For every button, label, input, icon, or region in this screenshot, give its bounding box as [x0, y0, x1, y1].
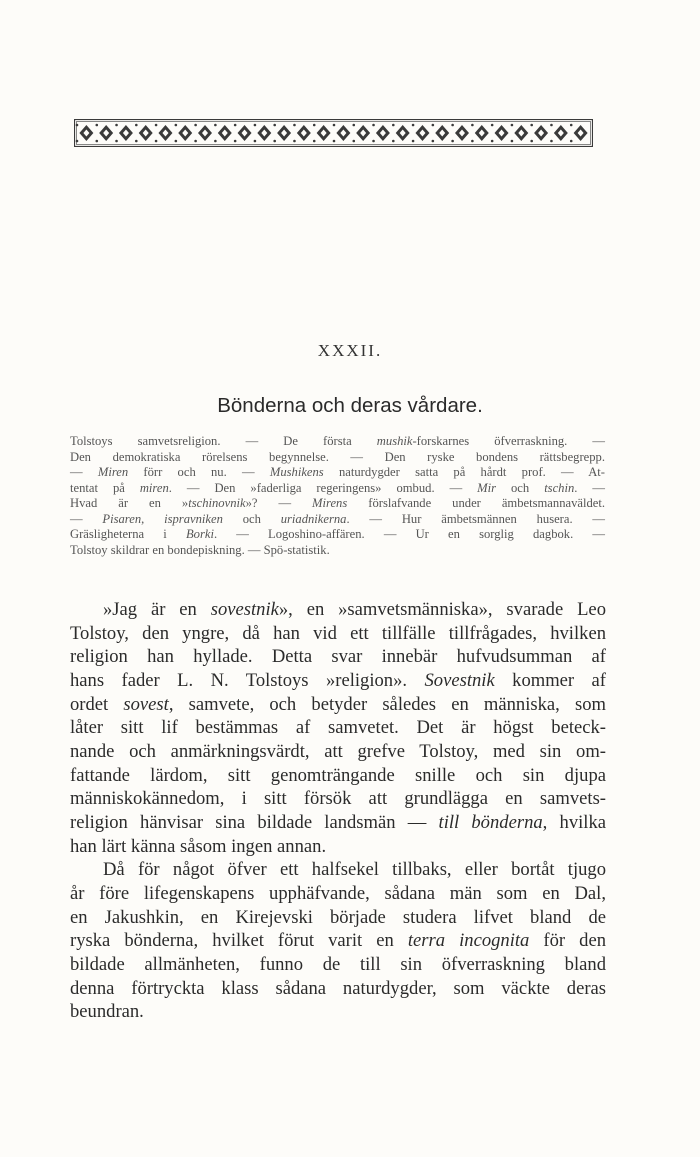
ornament-dot	[530, 124, 533, 127]
ornament-dot	[155, 140, 158, 143]
summary-line: Hvad är en »tschinovnik»? — Mirens förslafvande under ämbetsmannaväldet.	[70, 496, 606, 510]
ornament-motif	[495, 125, 509, 141]
summary-line: Gräsligheterna i Borki. — Logoshino-affären. — Ur en sorglig dagbok. —	[70, 527, 605, 541]
ornament-motif	[396, 125, 410, 141]
ornament-dot	[214, 124, 217, 127]
ornament-dot	[412, 140, 415, 143]
ornament-dot	[471, 140, 474, 143]
body-line: denna förtryckta klass sådana naturdygder, som väckte deras	[70, 977, 606, 999]
ornament-dot	[491, 140, 494, 143]
body-line: låter sitt lif bestämmas af samvetet. Det är högst beteck-	[70, 717, 606, 739]
ornament-dot	[115, 124, 118, 127]
ornament-motif	[297, 125, 311, 141]
ornament-dot	[155, 124, 158, 127]
ornament-dot	[135, 124, 138, 127]
ornament-dot	[352, 124, 355, 127]
ornament-motif	[554, 125, 568, 141]
ornament-dot	[451, 124, 454, 127]
ornament-dot	[550, 124, 553, 127]
ornament-dot	[273, 124, 276, 127]
body-line: nande och anmärkningsvärdt, att grefve Tolstoy, med sin om-	[70, 740, 606, 762]
body-line: bildade allmänheten, funno de till sin öfverraskning bland	[70, 953, 606, 975]
ornament-dot	[194, 124, 197, 127]
ornament-dot	[234, 140, 237, 143]
body-line: han lärt känna såsom ingen annan.	[70, 835, 327, 857]
ornament-dot	[392, 124, 395, 127]
ornament-dot	[313, 124, 316, 127]
ornament-dot	[76, 124, 79, 127]
ornament-dot	[491, 124, 494, 127]
summary-line: — Miren förr och nu. — Mushikens naturdygder satta på hårdt prof. — At-	[70, 465, 606, 479]
ornament-dot	[273, 140, 276, 143]
ornament-dot	[471, 124, 474, 127]
ornament-dot	[372, 140, 375, 143]
ornament-motif	[475, 125, 489, 141]
ornament-dot	[451, 140, 454, 143]
ornament-dot	[333, 140, 336, 143]
body-line: en Jakushkin, en Kirejevski började studera lifvet bland de	[70, 906, 606, 928]
summary-line: Tolstoy skildrar en bondepiskning. — Spö-statistik.	[70, 542, 330, 557]
ornament-dot	[511, 140, 514, 143]
ornament-motif	[119, 125, 133, 141]
ornament-dot	[570, 140, 573, 143]
ornament-motif	[514, 125, 528, 141]
ornament-dot	[432, 124, 435, 127]
ornament-dot	[333, 124, 336, 127]
ornament-motif	[198, 125, 212, 141]
ornament-dot	[313, 140, 316, 143]
ornament-motif	[455, 125, 469, 141]
decorative-header-border	[74, 119, 593, 147]
ornament-dot	[175, 140, 178, 143]
ornament-dot	[293, 140, 296, 143]
ornament-motif	[277, 125, 291, 141]
summary-line: Den demokratiska rörelsens begynnelse. — Den ryske bondens rättsbegrepp.	[70, 449, 605, 464]
ornament-dot	[372, 124, 375, 127]
body-line: Då för något öfver ett halfsekel tillbaks, eller bortåt tjugo	[103, 859, 606, 881]
ornament-motif	[238, 125, 252, 141]
ornament-motif	[178, 125, 192, 141]
ornament-motif	[158, 125, 172, 141]
body-line: år före lifegenskapens upphäfvande, sådana män som en Dal,	[70, 882, 606, 904]
ornament-motif	[257, 125, 271, 141]
body-line: religion han hyllade. Detta svar innebär hufvudsumman af	[70, 646, 606, 668]
ornament-dot	[392, 140, 395, 143]
body-line: beundran.	[70, 1001, 144, 1023]
ornament-dot	[135, 140, 138, 143]
ornament-dot	[432, 140, 435, 143]
ornament-motif	[218, 125, 232, 141]
ornament-dot	[570, 124, 573, 127]
ornament-dot	[530, 140, 533, 143]
body-text	[70, 598, 606, 1024]
ornament-motif	[139, 125, 153, 141]
summary-line: — Pisaren, ispravniken och uriadnikerna. — Hur ämbetsmännen husera. —	[70, 511, 606, 526]
summary-line: tentat på miren. — Den »faderliga regeringens» ombud. — Mir och tschin. —	[70, 480, 606, 495]
body-line: hans fader L. N. Tolstoys »religion». Sovestnik kommer af	[70, 669, 606, 691]
ornament-dot	[76, 140, 79, 143]
body-line: religion hänvisar sina bildade landsmän — till bönderna, hvilka	[70, 811, 606, 833]
body-line: fattande lärdom, sitt genomträngande snille och sin djupa	[70, 764, 606, 786]
chapter-number: XXXII.	[317, 341, 383, 360]
ornament-dot	[352, 140, 355, 143]
ornament-motif	[534, 125, 548, 141]
ornament-motif	[336, 125, 350, 141]
ornament-dot	[254, 140, 257, 143]
ornament-motif	[415, 125, 429, 141]
ornament-motif	[574, 125, 588, 141]
ornament-motif	[99, 125, 113, 141]
chapter-summary	[70, 434, 605, 558]
ornament-dot	[293, 124, 296, 127]
ornament-dot	[115, 140, 118, 143]
ornament-dot	[194, 140, 197, 143]
ornament-dot	[214, 140, 217, 143]
ornament-dot	[254, 124, 257, 127]
summary-line: Tolstoys samvetsreligion. — De första mushik-forskarnes öfverraskning. —	[70, 434, 605, 448]
body-line: ryska bönderna, hvilket förut varit en terra incognita för den	[70, 930, 607, 952]
body-line: ordet sovest, samvete, och betyder således en människa, som	[70, 693, 606, 715]
ornament-dot	[511, 124, 514, 127]
ornament-motif	[356, 125, 370, 141]
ornament-motif	[79, 125, 93, 141]
ornament-motif	[317, 125, 331, 141]
body-line: »Jag är en sovestnik», en »samvetsmänniska», svarade Leo	[103, 599, 606, 620]
chapter-title: Bönderna och deras vårdare.	[217, 394, 483, 417]
ornament-dot	[95, 140, 98, 143]
ornament-dot	[550, 140, 553, 143]
ornament-dot	[175, 124, 178, 127]
body-line: Tolstoy, den yngre, då han vid ett tillfälle tillfrågades, hvilken	[70, 622, 606, 644]
ornament-dot	[412, 124, 415, 127]
ornament-motif	[376, 125, 390, 141]
ornament-motif	[435, 125, 449, 141]
body-line: människokännedom, i sitt försök att grundlägga en samvets-	[70, 788, 606, 810]
ornament-dot	[234, 124, 237, 127]
ornament-dot	[95, 124, 98, 127]
